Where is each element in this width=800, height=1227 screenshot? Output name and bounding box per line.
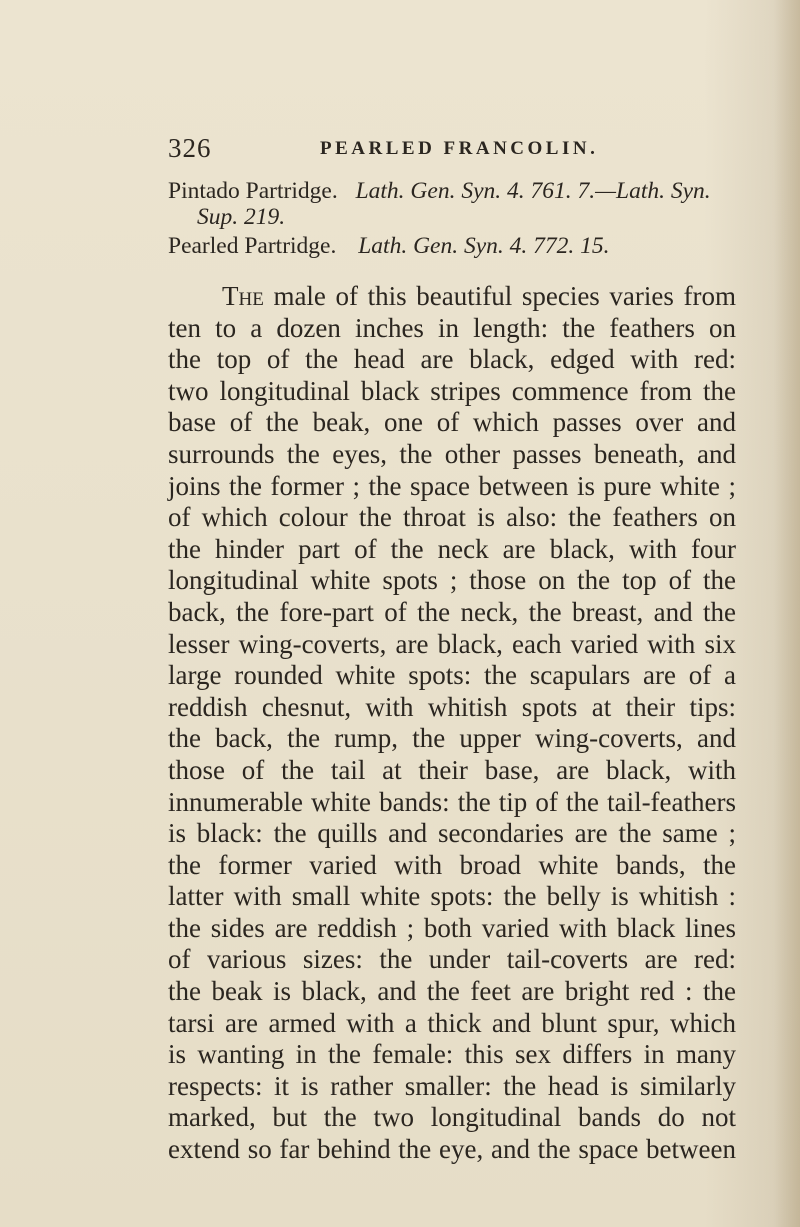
text-line: those of the tail at their base, are black, with [168,754,736,785]
text-line: is black: the quills and secondaries are the same ; [168,818,736,849]
body-paragraph [168,281,736,1166]
text-line: the former varied with broad white bands, the [168,849,736,880]
synonym-reference: Sup. 219. [197,204,286,230]
text-line: of which colour the throat is also: the feathers on [168,502,736,533]
text-line: the top of the head are black, edged with red: [168,344,736,375]
text-line: the beak is black, and the feet are bright red : the [168,976,736,1007]
text-line: extend so far behind the eye, and the space between [168,1134,736,1165]
synonym-name: Pearled Partridge. [168,233,337,259]
text-line: large rounded white spots: the scapulars are of a [168,660,736,691]
text-line: two longitudinal black stripes commence from the [168,375,736,406]
text-line: latter with small white spots: the belly is whitish : [168,881,736,912]
text-line: lesser wing-coverts, are black, each varied with six [168,628,736,659]
synonym-entry [197,204,285,231]
running-head: PEARLED FRANCOLIN. [320,138,599,159]
text-line: longitudinal white spots ; those on the top of the [168,565,736,596]
page-number: 326 [168,133,212,163]
page-edge-shadow [774,0,800,1227]
synonym-entry [168,178,711,205]
text-line: respects: it is rather smaller: the head is similarly [168,1070,736,1101]
text-line: tarsi are armed with a thick and blunt spur, which [168,1007,736,1038]
page-header [168,133,728,167]
text-line: is wanting in the female: this sex differs in many [168,1039,736,1070]
text-line: the sides are reddish ; both varied with black lines [168,912,736,943]
text-line: back, the fore-part of the neck, the breast, and the [168,596,736,627]
text-line: ten to a dozen inches in length: the feathers on [168,312,736,343]
text-line: marked, but the two longitudinal bands do not [168,1102,736,1133]
text-line: reddish chesnut, with whitish spots at their tips: [168,691,736,722]
text-line: base of the beak, one of which passes over and [168,407,736,438]
text-line: the back, the rump, the upper wing-coverts, and [168,723,736,754]
synonym-entry [168,233,610,260]
text-line: the hinder part of the neck are black, with four [168,533,736,564]
synonym-name: Pintado Partridge. [168,178,338,204]
text-line: The male of this beautiful species varies from [222,281,736,311]
text-line: surrounds the eyes, the other passes beneath, and [168,438,736,469]
text-line: of various sizes: the under tail-coverts are red: [168,944,736,975]
synonym-reference: Lath. Gen. Syn. 4. 761. 7.—Lath. Syn. [355,178,711,204]
synonym-reference: Lath. Gen. Syn. 4. 772. 15. [358,233,610,259]
text-line: joins the former ; the space between is pure white ; [168,470,736,501]
text-line: innumerable white bands: the tip of the tail-feathers [168,786,736,817]
